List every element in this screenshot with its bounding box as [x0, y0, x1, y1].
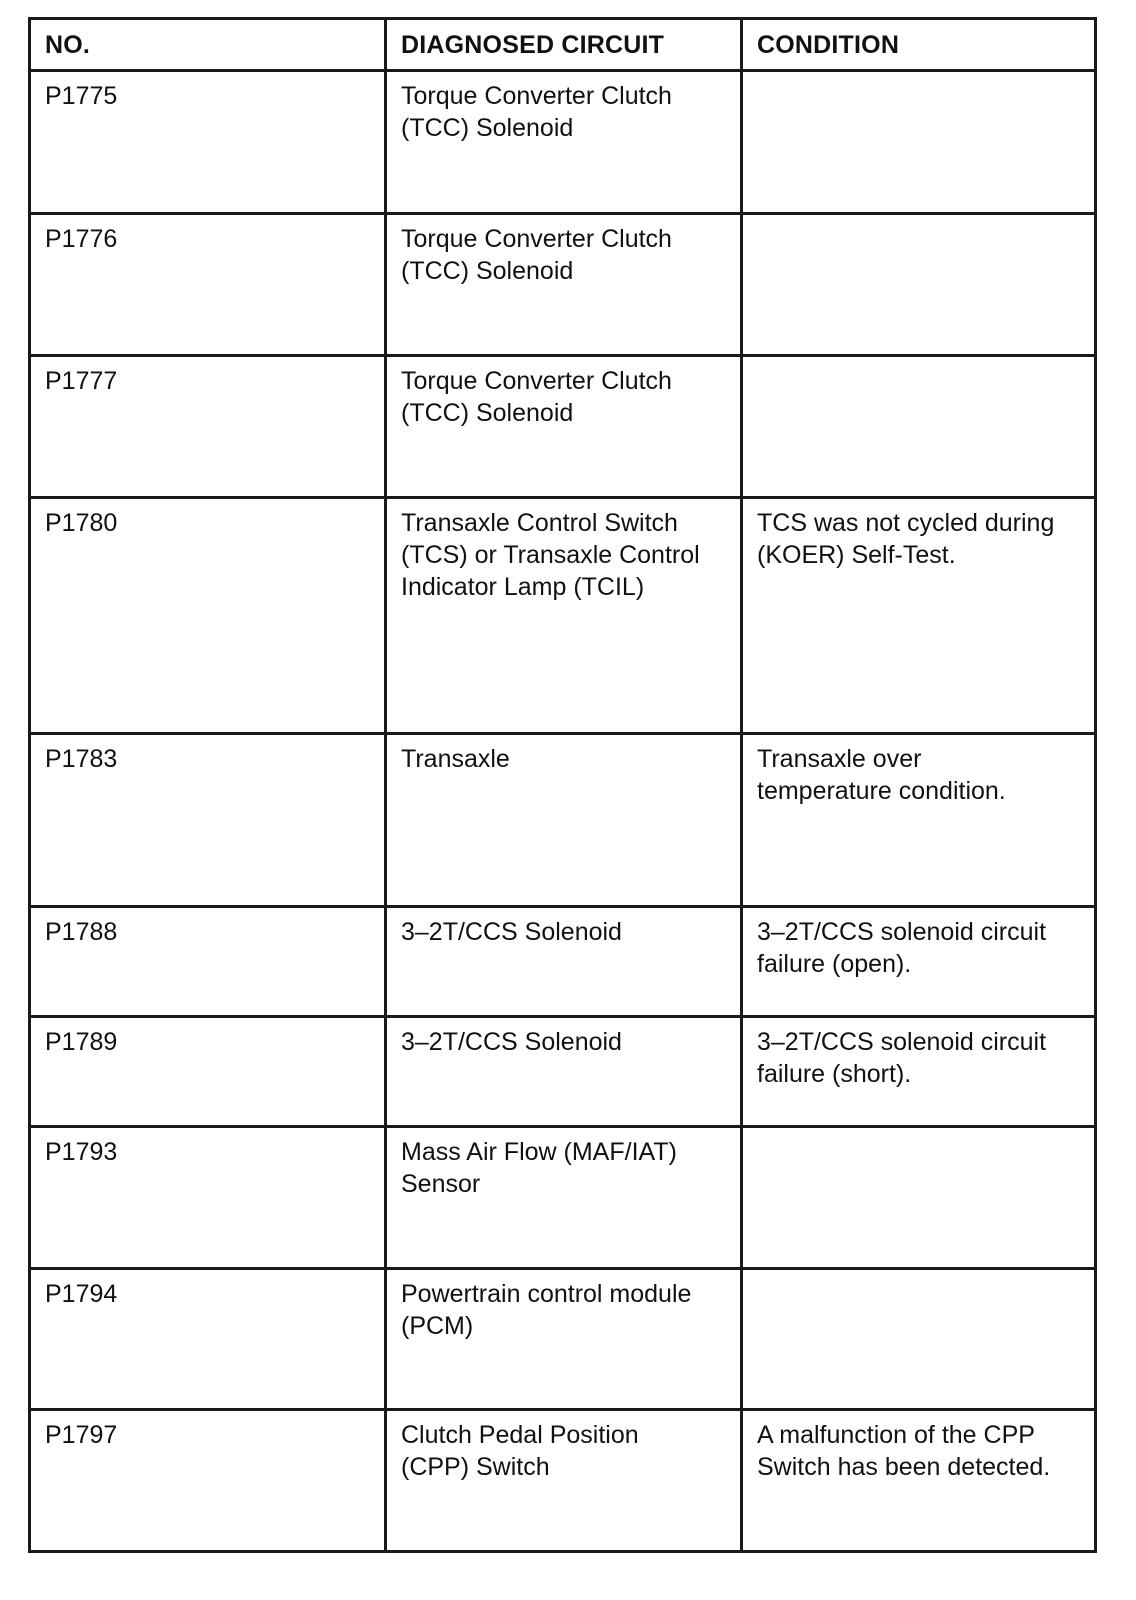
circuit-text: Transaxle [401, 745, 510, 773]
condition-text: Transaxle over temperature condition. [757, 745, 1006, 805]
cell-condition [742, 734, 1096, 907]
cell-no [30, 1410, 386, 1552]
circuit-text: Mass Air Flow (MAF/IAT) Sensor [401, 1138, 677, 1198]
code-text: P1780 [45, 509, 118, 537]
circuit-text: Clutch Pedal Position (CPP) Switch [401, 1421, 639, 1481]
condition-text: 3–2T/CCS solenoid circuit failure (open). [757, 918, 1047, 978]
cell-circuit [386, 1269, 742, 1410]
cell-circuit [386, 1410, 742, 1552]
cell-no [30, 1017, 386, 1127]
cell-condition [742, 907, 1096, 1017]
table-row [30, 1269, 1096, 1410]
cell-circuit [386, 1127, 742, 1269]
cell-condition [742, 1269, 1096, 1410]
table-header-row [30, 19, 1096, 71]
code-text: P1783 [45, 745, 118, 773]
code-text: P1775 [45, 82, 118, 110]
cell-condition [742, 356, 1096, 498]
cell-no [30, 498, 386, 734]
condition-text: 3–2T/CCS solenoid circuit failure (short). [757, 1028, 1047, 1088]
cell-circuit [386, 734, 742, 907]
cell-condition [742, 71, 1096, 214]
cell-no [30, 356, 386, 498]
code-text: P1794 [45, 1280, 118, 1308]
cell-circuit [386, 71, 742, 214]
table-row [30, 1017, 1096, 1127]
table-row [30, 734, 1096, 907]
condition-text: TCS was not cycled during (KOER) Self-Test. [757, 509, 1055, 569]
circuit-text: 3–2T/CCS Solenoid [401, 1028, 622, 1056]
circuit-text: Torque Converter Clutch (TCC) Solenoid [401, 367, 672, 427]
circuit-text: 3–2T/CCS Solenoid [401, 918, 622, 946]
dtc-table [28, 17, 1097, 1553]
cell-condition [742, 1017, 1096, 1127]
cell-no [30, 214, 386, 356]
cell-condition [742, 1410, 1096, 1552]
cell-circuit [386, 1017, 742, 1127]
code-text: P1797 [45, 1421, 118, 1449]
cell-no [30, 734, 386, 907]
table-row [30, 214, 1096, 356]
cell-circuit [386, 356, 742, 498]
code-text: P1776 [45, 225, 118, 253]
table-row [30, 1410, 1096, 1552]
cell-circuit [386, 214, 742, 356]
header-condition: CONDITION [742, 19, 1096, 71]
condition-text: A malfunction of the CPP Switch has been detected. [757, 1421, 1051, 1481]
table-row [30, 356, 1096, 498]
cell-no [30, 1127, 386, 1269]
circuit-text: Transaxle Control Switch (TCS) or Transaxle Control Indicator Lamp (TCIL) [401, 509, 700, 601]
cell-condition [742, 214, 1096, 356]
table-row [30, 71, 1096, 214]
cell-condition [742, 1127, 1096, 1269]
cell-no [30, 1269, 386, 1410]
circuit-text: Torque Converter Clutch (TCC) Solenoid [401, 82, 672, 142]
code-text: P1777 [45, 367, 118, 395]
cell-circuit [386, 907, 742, 1017]
table-row [30, 907, 1096, 1017]
circuit-text: Torque Converter Clutch (TCC) Solenoid [401, 225, 672, 285]
header-no: NO. [30, 19, 386, 71]
header-diagnosed-circuit: DIAGNOSED CIRCUIT [386, 19, 742, 71]
cell-no [30, 71, 386, 214]
table-row [30, 1127, 1096, 1269]
circuit-text: Powertrain control module (PCM) [401, 1280, 692, 1340]
table-row [30, 498, 1096, 734]
cell-circuit [386, 498, 742, 734]
code-text: P1793 [45, 1138, 118, 1166]
code-text: P1789 [45, 1028, 118, 1056]
cell-no [30, 907, 386, 1017]
code-text: P1788 [45, 918, 118, 946]
cell-condition [742, 498, 1096, 734]
